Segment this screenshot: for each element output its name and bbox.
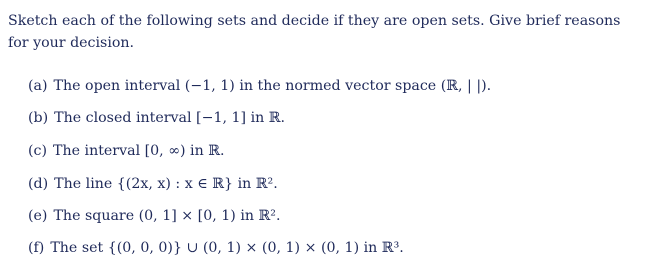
item-label: (a) — [28, 78, 48, 94]
list-item-f — [28, 239, 404, 257]
list-item-b — [28, 109, 285, 127]
item-text: The set {(0, 0, 0)} ∪ (0, 1) × (0, 1) × (0, 1) in ℝ³. — [50, 240, 404, 256]
item-label: (f) — [28, 240, 45, 256]
item-text: The line {(2x, x) : x ∈ ℝ} in ℝ². — [54, 176, 278, 192]
list-item-a — [28, 77, 491, 95]
problem-intro — [8, 10, 658, 54]
item-text: The square (0, 1] × [0, 1) in ℝ². — [53, 208, 281, 224]
intro-line-2: for your decision. — [8, 35, 135, 51]
item-text: The closed interval [−1, 1] in ℝ. — [54, 110, 286, 126]
item-label: (d) — [28, 176, 49, 192]
item-label: (b) — [28, 110, 49, 126]
item-label: (c) — [28, 143, 48, 159]
list-item-e — [28, 207, 281, 225]
intro-line-1: Sketch each of the following sets and decide if they are open sets. Give brief reasons — [8, 13, 621, 29]
list-item-c — [28, 142, 225, 160]
item-label: (e) — [28, 208, 48, 224]
list-item-d — [28, 175, 278, 193]
item-text: The interval [0, ∞) in ℝ. — [53, 143, 225, 159]
item-text: The open interval (−1, 1) in the normed vector space (ℝ, | |). — [53, 78, 492, 94]
